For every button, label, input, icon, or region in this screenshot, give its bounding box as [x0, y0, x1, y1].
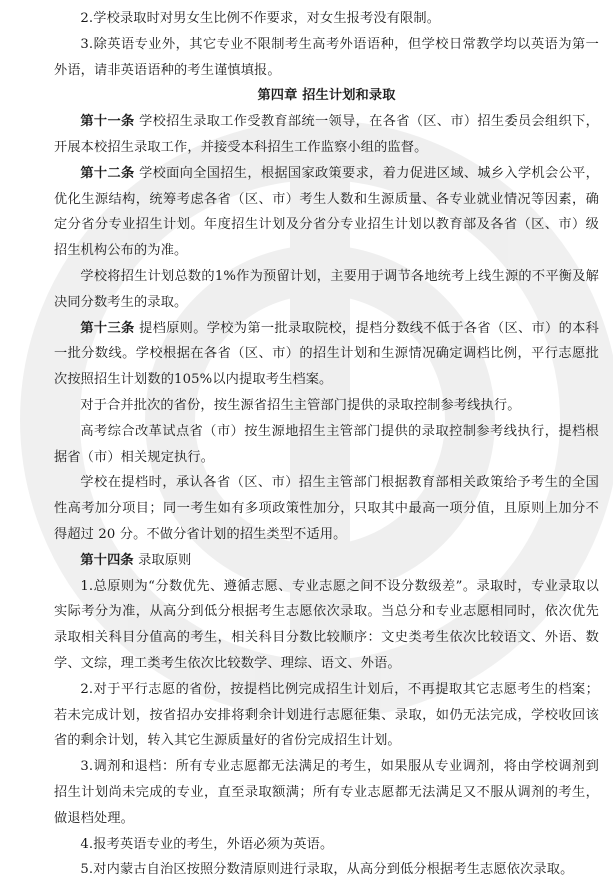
article-11-text: 学校招生录取工作受教育部统一领导，在各省（区、市）招生委员会组织下，开展本校招生录取工作，并接受本科招生工作监察小组的监督。	[54, 114, 599, 155]
document-body	[54, 6, 599, 883]
article-12-label: 第十二条	[80, 165, 135, 181]
article-11-label: 第十一条	[80, 114, 135, 130]
article-14-item-3: 3.调剂和退档：所有专业志愿都无法满足的考生，如果服从专业调剂，将由学校调剂到招生计划尚未完成的专业，直至录取额满；所有专业志愿都无法满足又不服从调剂的考生，做退档处理。	[54, 759, 599, 826]
article-13-bonus-points: 学校在提档时，承认各省（区、市）招生主管部门根据教育部相关政策给予考生的全国性高考加分项目；同一考生如有多项政策性加分，只取其中最高一项分值，且原则上加分不得超过 20 分。不做分省计划的招生类型不适用。	[54, 475, 599, 542]
article-11	[54, 109, 599, 161]
article-13	[54, 316, 599, 393]
article-13-label: 第十三条	[80, 320, 135, 336]
article-14-item-1: 1.总原则为“分数优先、遵循志愿、专业志愿之间不设分数级差”。录取时，专业录取以实际考分为准，从高分到低分根据考生志愿依次录取。当总分和专业志愿相同时，依次优先录取相关科目分值高的考生，相关科目分数比较顺序：文史类考生依次比较语文、外语、数学、文综，理工类考生依次比较数学、理综、语文、外语。	[54, 578, 599, 671]
chapter-title: 第四章 招生计划和录取	[257, 88, 396, 104]
article-14-item-2: 2.对于平行志愿的省份，按提档比例完成招生计划后，不再提取其它志愿考生的档案；若未完成计划，按省招办安排将剩余计划进行志愿征集、录取，如仍无法完成，学校收回该省的剩余计划，转入其它生源质量好的省份完成招生计划。	[54, 681, 599, 749]
paragraph-gender-ratio: 2.学校录取时对男女生比例不作要求，对女生报考没有限制。	[80, 11, 441, 26]
article-12-reserve-plan: 学校将招生计划总数的1%作为预留计划，主要用于调节各地统考上线生源的不平衡及解决同分数考生的录取。	[54, 268, 599, 310]
article-14-item-5: 5.对内蒙古自治区按照分数清原则进行录取，从高分到低分根据考生志愿依次录取。	[80, 862, 574, 878]
article-13-text: 提档原则。学校为第一批录取院校，提档分数线不低于各省（区、市）的本科一批分数线。学校根据在各省（区、市）的招生计划和生源情况确定调档比例，平行志愿批次按照招生计划数的105%以内提取考生档案。	[54, 320, 599, 388]
paragraph-foreign-language: 3.除英语专业外，其它专业不限制考生高考外语语种，但学校日常教学均以英语为第一外语，请非英语语种的考生谨慎填报。	[54, 36, 599, 78]
article-14-item-4: 4.报考英语专业的考生，外语必须为英语。	[80, 836, 334, 852]
article-13-merged-batch: 对于合并批次的省份，按生源省招生主管部门提供的录取控制参考线执行。	[80, 397, 521, 413]
article-13-reform-provinces: 高考综合改革试点省（市）按生源地招生主管部门提供的录取控制参考线执行，提档根据省（市）相关规定执行。	[54, 423, 599, 465]
article-12	[54, 161, 599, 264]
article-14-text: 录取原则	[133, 552, 192, 568]
article-14-label: 第十四条	[80, 552, 134, 568]
article-14	[54, 548, 599, 574]
article-12-text: 学校面向全国招生，根据国家政策要求，着力促进区域、城乡入学机会公平，优化生源结构，统筹考虑各省（区、市）考生人数和生源质量、各专业就业情况等因素，确定分省分专业招生计划。年度招生计划及分省分专业招生计划以教育部及各省（区、市）级招生机构公布的为准。	[54, 165, 599, 259]
